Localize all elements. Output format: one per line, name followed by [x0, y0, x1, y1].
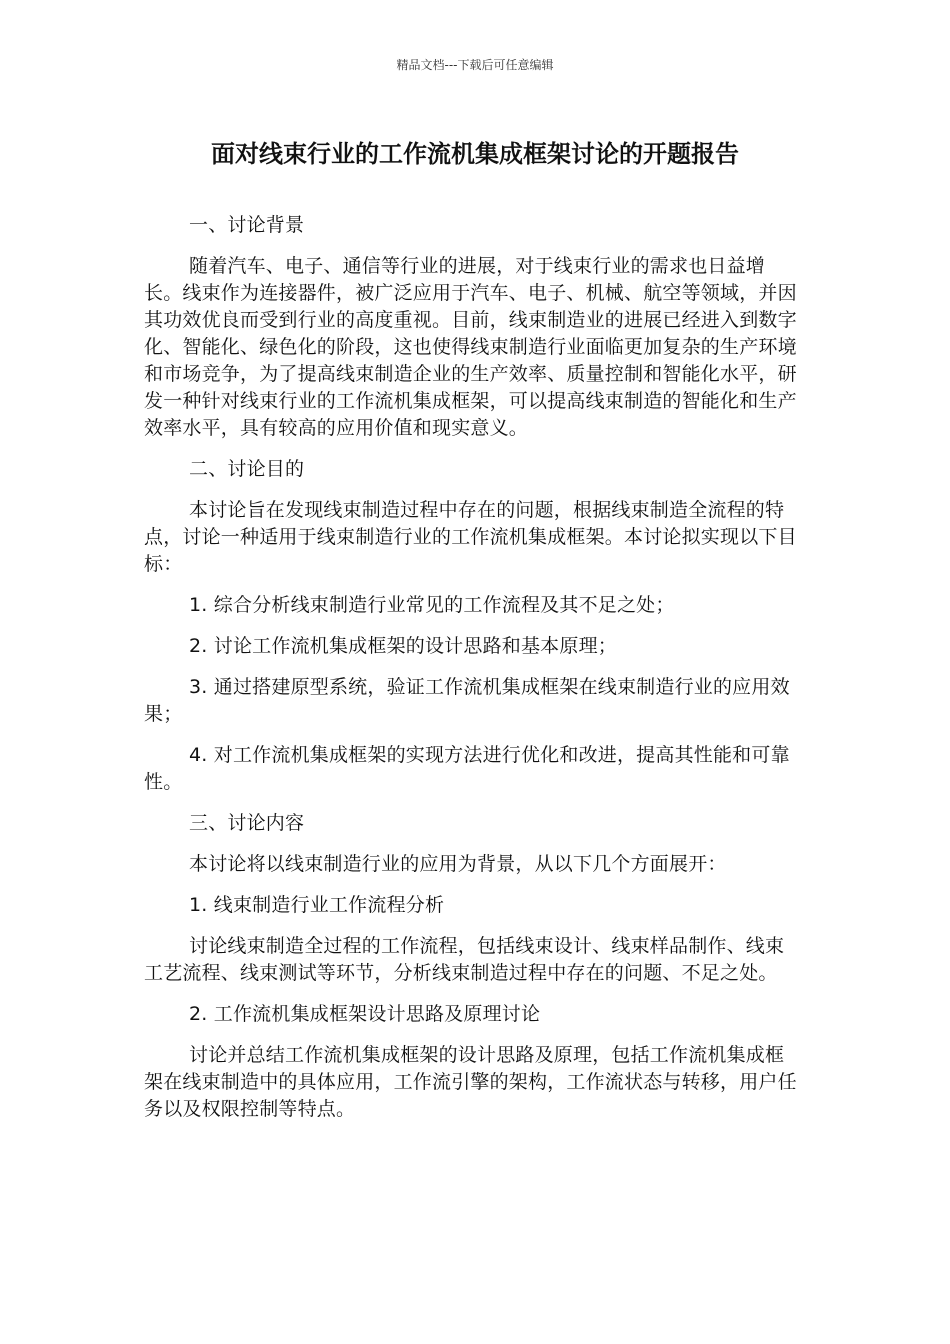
workflow-analysis-paragraph: 讨论线束制造全过程的工作流程，包括线束设计、线束样品制作、线束工艺流程、线束测试等环节，分析线束制造过程中存在的问题、不足之处。: [144, 935, 785, 984]
section-heading-content: 三、讨论内容: [189, 812, 305, 834]
header-note: 精品文档---下载后可任意编辑: [396, 58, 554, 72]
subsection-heading-workflow-analysis: 1. 线束制造行业工作流程分析: [189, 894, 445, 916]
goal-item: 1. 综合分析线束制造行业常见的工作流程及其不足之处；: [189, 594, 675, 616]
framework-design-paragraph: 讨论并总结工作流机集成框架的设计思路及原理，包括工作流机集成框架在线束制造中的具体应用，工作流引擎的架构，工作流状态与转移，用户任务以及权限控制等特点。: [144, 1044, 797, 1120]
document-title: 面对线束行业的工作流机集成框架讨论的开题报告: [211, 140, 739, 168]
goal-item: 4. 对工作流机集成框架的实现方法进行优化和改进，提高其性能和可靠性。: [144, 744, 790, 793]
section-heading-background: 一、讨论背景: [189, 214, 305, 236]
purpose-paragraph: 本讨论旨在发现线束制造过程中存在的问题，根据线束制造全流程的特点，讨论一种适用于线束制造行业的工作流机集成框架。本讨论拟实现以下目标：: [144, 499, 797, 575]
background-paragraph: 随着汽车、电子、通信等行业的进展，对于线束行业的需求也日益增长。线束作为连接器件，被广泛应用于汽车、电子、机械、航空等领域，并因其功效优良而受到行业的高度重视。目前，线束制造业的进展已经进入到数字化、智能化、绿色化的阶段，这也使得线束制造行业面临更加复杂的生产环境和市场竞争，为了提高线束制造企业的生产效率、质量控制和智能化水平，研发一种针对线束行业的工作流机集成框架，可以提高线束制造的智能化和生产效率水平，具有较高的应用价值和现实意义。: [144, 255, 797, 439]
subsection-heading-framework-design: 2. 工作流机集成框架设计思路及原理讨论: [189, 1003, 541, 1025]
goal-item: 3. 通过搭建原型系统，验证工作流机集成框架在线束制造行业的应用效果；: [144, 676, 790, 725]
document-body: [144, 212, 800, 1137]
section-heading-purpose: 二、讨论目的: [189, 458, 305, 480]
goal-item: 2. 讨论工作流机集成框架的设计思路和基本原理；: [189, 635, 617, 657]
content-intro: 本讨论将以线束制造行业的应用为背景，从以下几个方面展开：: [189, 853, 727, 875]
